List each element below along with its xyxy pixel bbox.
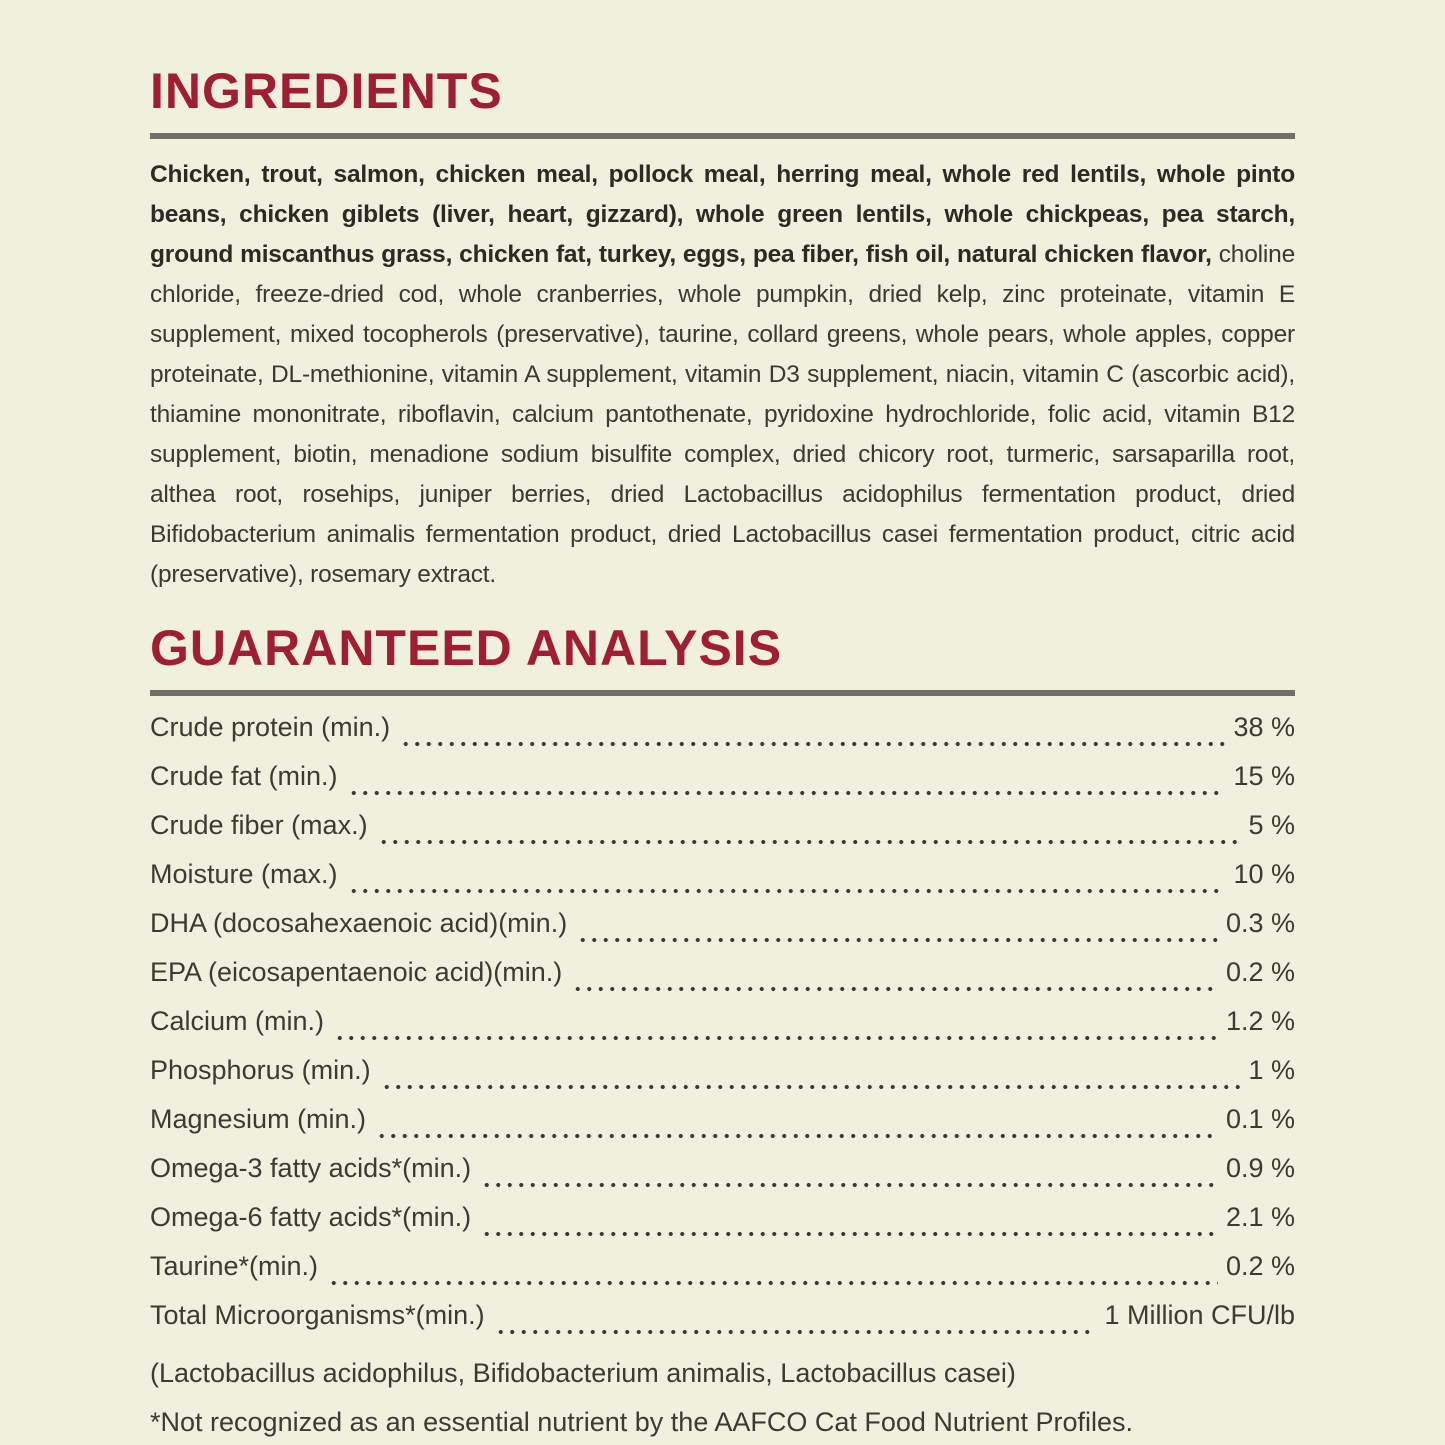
analysis-row-label: Crude protein (min.): [150, 712, 391, 742]
analysis-row: [150, 1104, 1295, 1153]
analysis-row-label: Magnesium (min.): [150, 1104, 367, 1134]
analysis-row: [150, 1055, 1295, 1104]
analysis-table: [150, 712, 1295, 1349]
microorganisms-note: (Lactobacillus acidophilus, Bifidobacterium animalis, Lactobacillus casei): [150, 1358, 1016, 1388]
analysis-row-label: Omega-6 fatty acids*(min.): [150, 1202, 472, 1232]
ingredients-primary-list: Chicken, trout, salmon, chicken meal, pollock meal, herring meal, whole red lentils, whole pinto beans, chicken giblets (liver, heart, gizzard), whole green lentils, whole chickpeas, pea starch, ground miscanthus grass, chicken fat, turkey, eggs, pea fiber, fish oil, natural chicken flavor,: [150, 161, 1295, 268]
analysis-row-label: Crude fat (min.): [150, 761, 338, 791]
analysis-row-value: 0.3 %: [1225, 908, 1295, 938]
analysis-row-value: 5 %: [1248, 810, 1295, 840]
analysis-row-label: Crude fiber (max.): [150, 810, 368, 840]
analysis-row-value: 0.2 %: [1225, 957, 1295, 987]
analysis-row-value: 1 %: [1248, 1055, 1295, 1085]
dot-leader: [495, 1300, 1097, 1349]
analysis-row-value: 0.1 %: [1225, 1104, 1295, 1134]
analysis-row: [150, 761, 1295, 810]
analysis-row-label: Calcium (min.): [150, 1006, 325, 1036]
analysis-row-label: Moisture (max.): [150, 859, 338, 889]
analysis-row-value: 2.1 %: [1225, 1202, 1295, 1232]
analysis-row: [150, 859, 1295, 908]
dot-leader: [481, 1202, 1218, 1251]
analysis-row-label: Total Microorganisms*(min.): [150, 1300, 485, 1330]
analysis-row-value: 38 %: [1233, 712, 1295, 742]
analysis-row-value: 10 %: [1233, 859, 1295, 889]
analysis-row-label: EPA (eicosapentaenoic acid)(min.): [150, 957, 563, 987]
aafco-footnote: *Not recognized as an essential nutrient by the AAFCO Cat Food Nutrient Profiles.: [150, 1407, 1133, 1437]
analysis-row: [150, 908, 1295, 957]
dot-leader: [376, 1104, 1218, 1153]
analysis-row-value: 15 %: [1233, 761, 1295, 791]
dot-leader: [378, 810, 1241, 859]
dot-leader: [334, 1006, 1218, 1055]
dot-leader: [348, 859, 1226, 908]
analysis-row-label: Taurine*(min.): [150, 1251, 319, 1281]
analysis-row-value: 1.2 %: [1225, 1006, 1295, 1036]
analysis-row: [150, 1153, 1295, 1202]
analysis-row: [150, 957, 1295, 1006]
analysis-row-label: DHA (docosahexaenoic acid)(min.): [150, 908, 568, 938]
analysis-row-value: 1 Million CFU/lb: [1104, 1300, 1295, 1330]
analysis-row: [150, 712, 1295, 761]
dot-leader: [577, 908, 1218, 957]
analysis-row-value: 0.2 %: [1225, 1251, 1295, 1281]
ingredients-paragraph: [150, 155, 1295, 595]
analysis-row: [150, 1300, 1295, 1349]
guaranteed-analysis-divider: [150, 690, 1295, 696]
analysis-row: [150, 1202, 1295, 1251]
ingredients-title: INGREDIENTS: [150, 63, 503, 119]
analysis-row-label: Phosphorus (min.): [150, 1055, 371, 1085]
dot-leader: [481, 1153, 1218, 1202]
dot-leader: [400, 712, 1225, 761]
analysis-row-label: Omega-3 fatty acids*(min.): [150, 1153, 472, 1183]
analysis-row: [150, 810, 1295, 859]
analysis-row-value: 0.9 %: [1225, 1153, 1295, 1183]
dot-leader: [348, 761, 1226, 810]
analysis-row: [150, 1251, 1295, 1300]
ingredients-divider: [150, 133, 1295, 139]
ingredients-secondary-list: choline chloride, freeze-dried cod, whole cranberries, whole pumpkin, dried kelp, zinc proteinate, vitamin E supplement, mixed tocopherols (preservative), taurine, collard greens, whole pears, whole apples, copper proteinate, DL-methionine, vitamin A supplement, vitamin D3 supplement, niacin, vitamin C (ascorbic acid), thiamine mononitrate, riboflavin, calcium pantothenate, pyridoxine hydrochloride, folic acid, vitamin B12 supplement, biotin, menadione sodium bisulfite complex, dried chicory root, turmeric, sarsaparilla root, althea root, rosehips, juniper berries, dried Lactobacillus acidophilus fermentation product, dried Bifidobacterium animalis fermentation product, dried Lactobacillus casei fermentation product, citric acid (preservative), rosemary extract.: [150, 241, 1295, 588]
dot-leader: [328, 1251, 1218, 1300]
dot-leader: [381, 1055, 1241, 1104]
dot-leader: [572, 957, 1218, 1006]
guaranteed-analysis-title: GUARANTEED ANALYSIS: [150, 620, 783, 676]
analysis-row: [150, 1006, 1295, 1055]
